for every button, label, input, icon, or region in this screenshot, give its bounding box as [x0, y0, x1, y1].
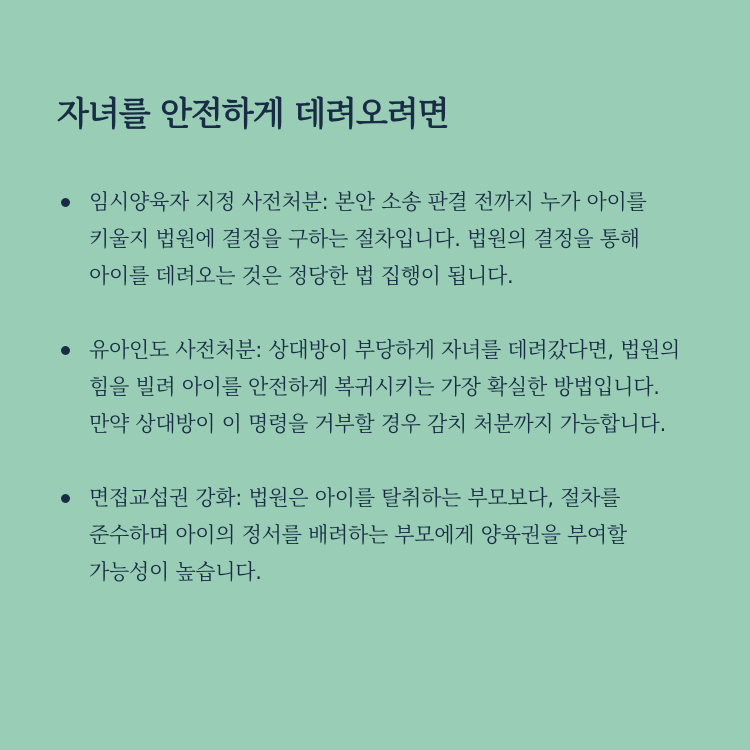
list-item-text: 임시양육자 지정 사전처분: 본안 소송 판결 전까지 누가 아이를 키울지 법원에 결정을 구하는 절차입니다. 법원의 결정을 통해 아이를 데려오는 것은 정당한 법 집행이 됩니다. — [89, 190, 647, 288]
bullet-dot-icon — [61, 346, 70, 355]
list-item — [56, 184, 696, 295]
page-title: 자녀를 안전하게 데려오려면 — [57, 94, 449, 133]
list-item — [56, 480, 696, 591]
list-item-text: 면접교섭권 강화: 법원은 아이를 탈취하는 부모보다, 절차를 준수하며 아이의 정서를 배려하는 부모에게 양육권을 부여할 가능성이 높습니다. — [89, 486, 627, 584]
bullet-list — [56, 184, 696, 628]
list-item — [56, 332, 696, 443]
list-item-text: 유아인도 사전처분: 상대방이 부당하게 자녀를 데려갔다면, 법원의 힘을 빌려 아이를 안전하게 복귀시키는 가장 확실한 방법입니다. 만약 상대방이 이 명령을 거부할 경우 감치 처분까지 가능합니다. — [89, 338, 681, 436]
bullet-dot-icon — [61, 494, 70, 503]
bullet-dot-icon — [61, 198, 70, 207]
